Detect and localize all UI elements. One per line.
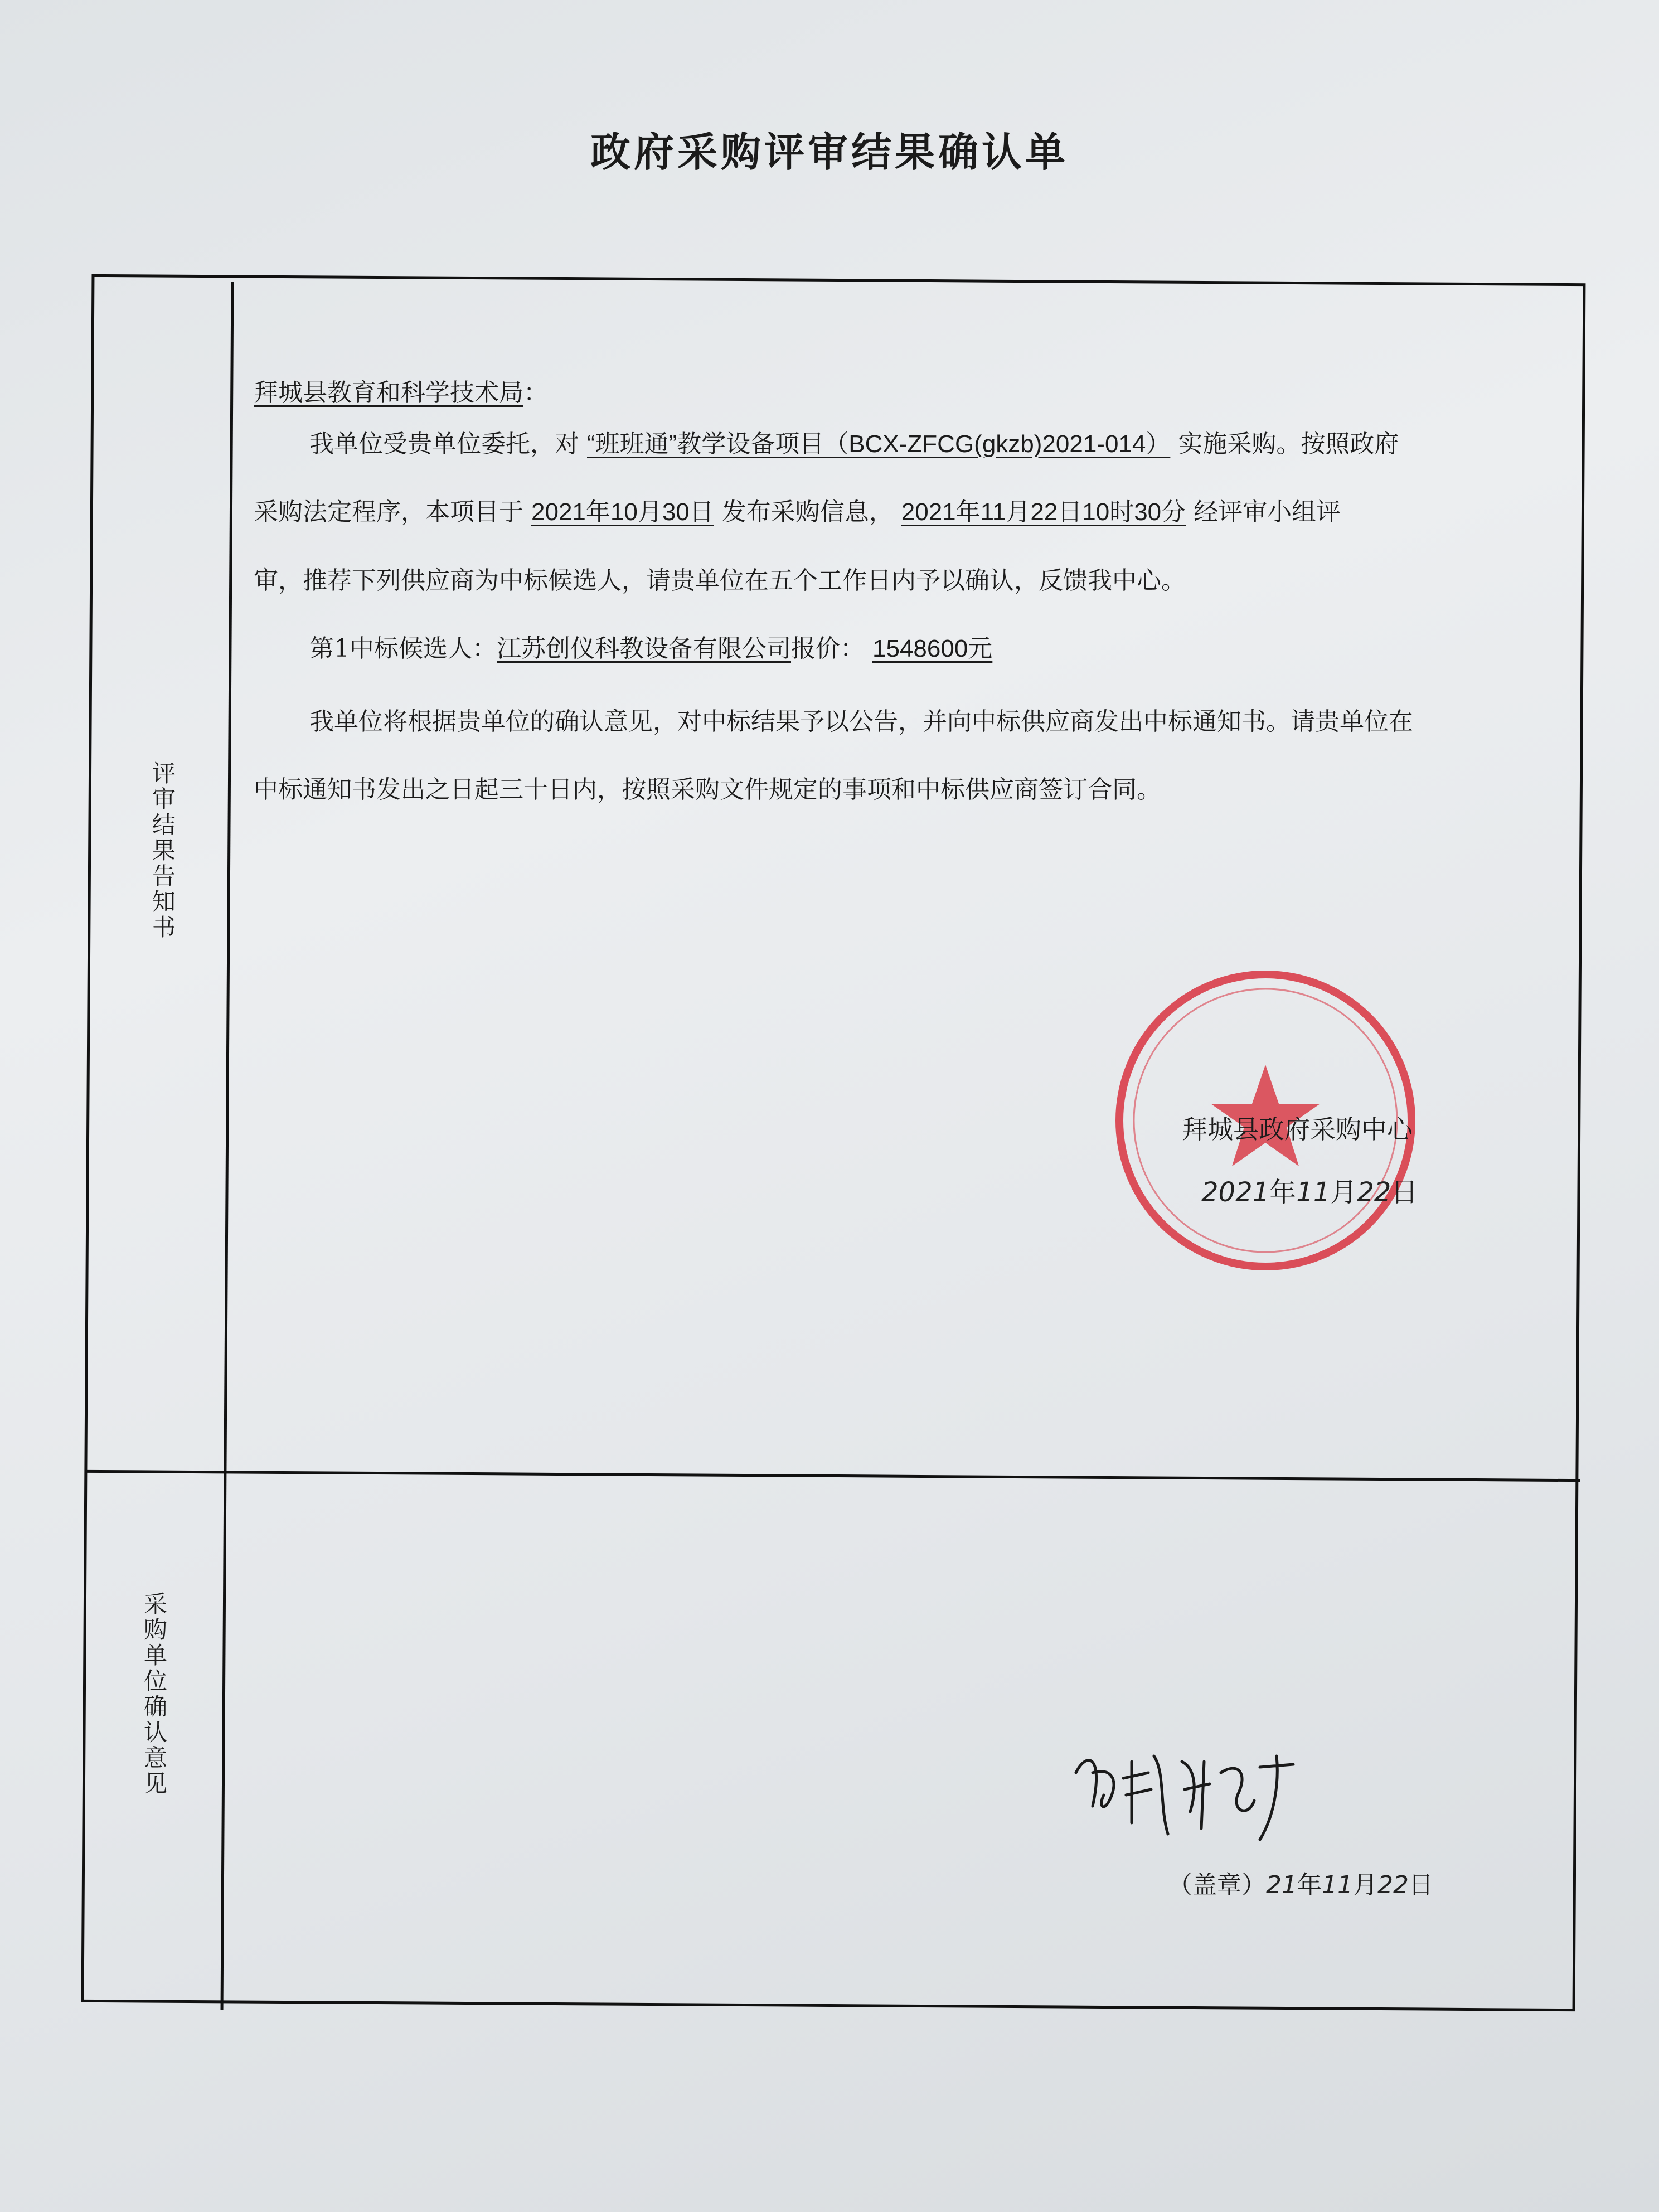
recipient-line xyxy=(254,372,548,408)
paragraph-line-2 xyxy=(254,492,1341,527)
confirm-day: 日 xyxy=(1409,1871,1433,1899)
sign-date-year: 年 xyxy=(1269,1177,1297,1208)
sign-date xyxy=(1201,1171,1418,1209)
candidate-line xyxy=(309,628,992,664)
recipient: 拜城县教育和科学技术局 xyxy=(254,379,523,407)
section2-side-label: 采购单位确认意见 xyxy=(140,1592,168,1797)
confirmation-date xyxy=(1168,1865,1433,1900)
notice-line-2: 中标通知书发出之日起三十日内，按照采购文件规定的事项和中标供应商签订合同。 xyxy=(254,775,1161,804)
confirm-month-hand: 11 xyxy=(1322,1871,1353,1899)
line2-prefix: 采购法定程序，本项目于 xyxy=(254,498,523,526)
confirm-day-hand: 22 xyxy=(1377,1871,1409,1899)
signer-name: 拜城县政府采购中心 xyxy=(1182,1114,1413,1144)
paragraph-line-3: 审，推荐下列供应商为中标候选人，请贵单位在五个工作日内予以确认，反馈我中心。 xyxy=(254,566,1186,595)
line2-middle: 发布采购信息， xyxy=(721,498,894,526)
confirm-year-hand: 21 xyxy=(1266,1871,1297,1899)
line1-prefix: 我单位受贵单位委托，对 xyxy=(309,430,579,458)
sign-date-month: 月 xyxy=(1330,1177,1357,1208)
sign-date-day-hand: 22 xyxy=(1357,1177,1391,1208)
confirm-year: 年 xyxy=(1297,1871,1322,1899)
notice-line-1: 我单位将根据贵单位的确认意见，对中标结果予以公告，并向中标供应商发出中标通知书。请贵单位在 xyxy=(309,707,1413,736)
sign-date-day: 日 xyxy=(1391,1177,1418,1208)
line1-suffix: 实施采购。按照政府 xyxy=(1178,430,1399,458)
paragraph-line-1 xyxy=(309,424,1399,459)
recipient-suffix: ： xyxy=(523,379,548,407)
price-value: 1548600元 xyxy=(872,635,993,662)
line2-suffix: 经评审小组评 xyxy=(1194,498,1341,526)
sign-date-year-hand: 2021 xyxy=(1201,1177,1270,1208)
page-title: 政府采购评审结果确认单 xyxy=(590,128,1069,176)
project-name: “班班通”教学设备项目（BCX-ZFCG(gkzb)2021-014） xyxy=(587,430,1171,458)
review-time: 2021年11月22日10时30分 xyxy=(901,498,1186,526)
confirm-month: 月 xyxy=(1353,1871,1377,1899)
publish-date: 2021年10月30日 xyxy=(531,498,714,526)
price-label: 报价： xyxy=(791,634,865,663)
seal-label: （盖章） xyxy=(1168,1871,1266,1899)
handwritten-signature xyxy=(1070,1739,1304,1851)
sign-date-month-hand: 11 xyxy=(1296,1177,1331,1208)
candidate-name: 江苏创仪科教设备有限公司 xyxy=(497,634,791,663)
candidate-label: 第1中标候选人： xyxy=(309,634,497,663)
section1-side-label: 评审结果告知书 xyxy=(149,761,176,940)
